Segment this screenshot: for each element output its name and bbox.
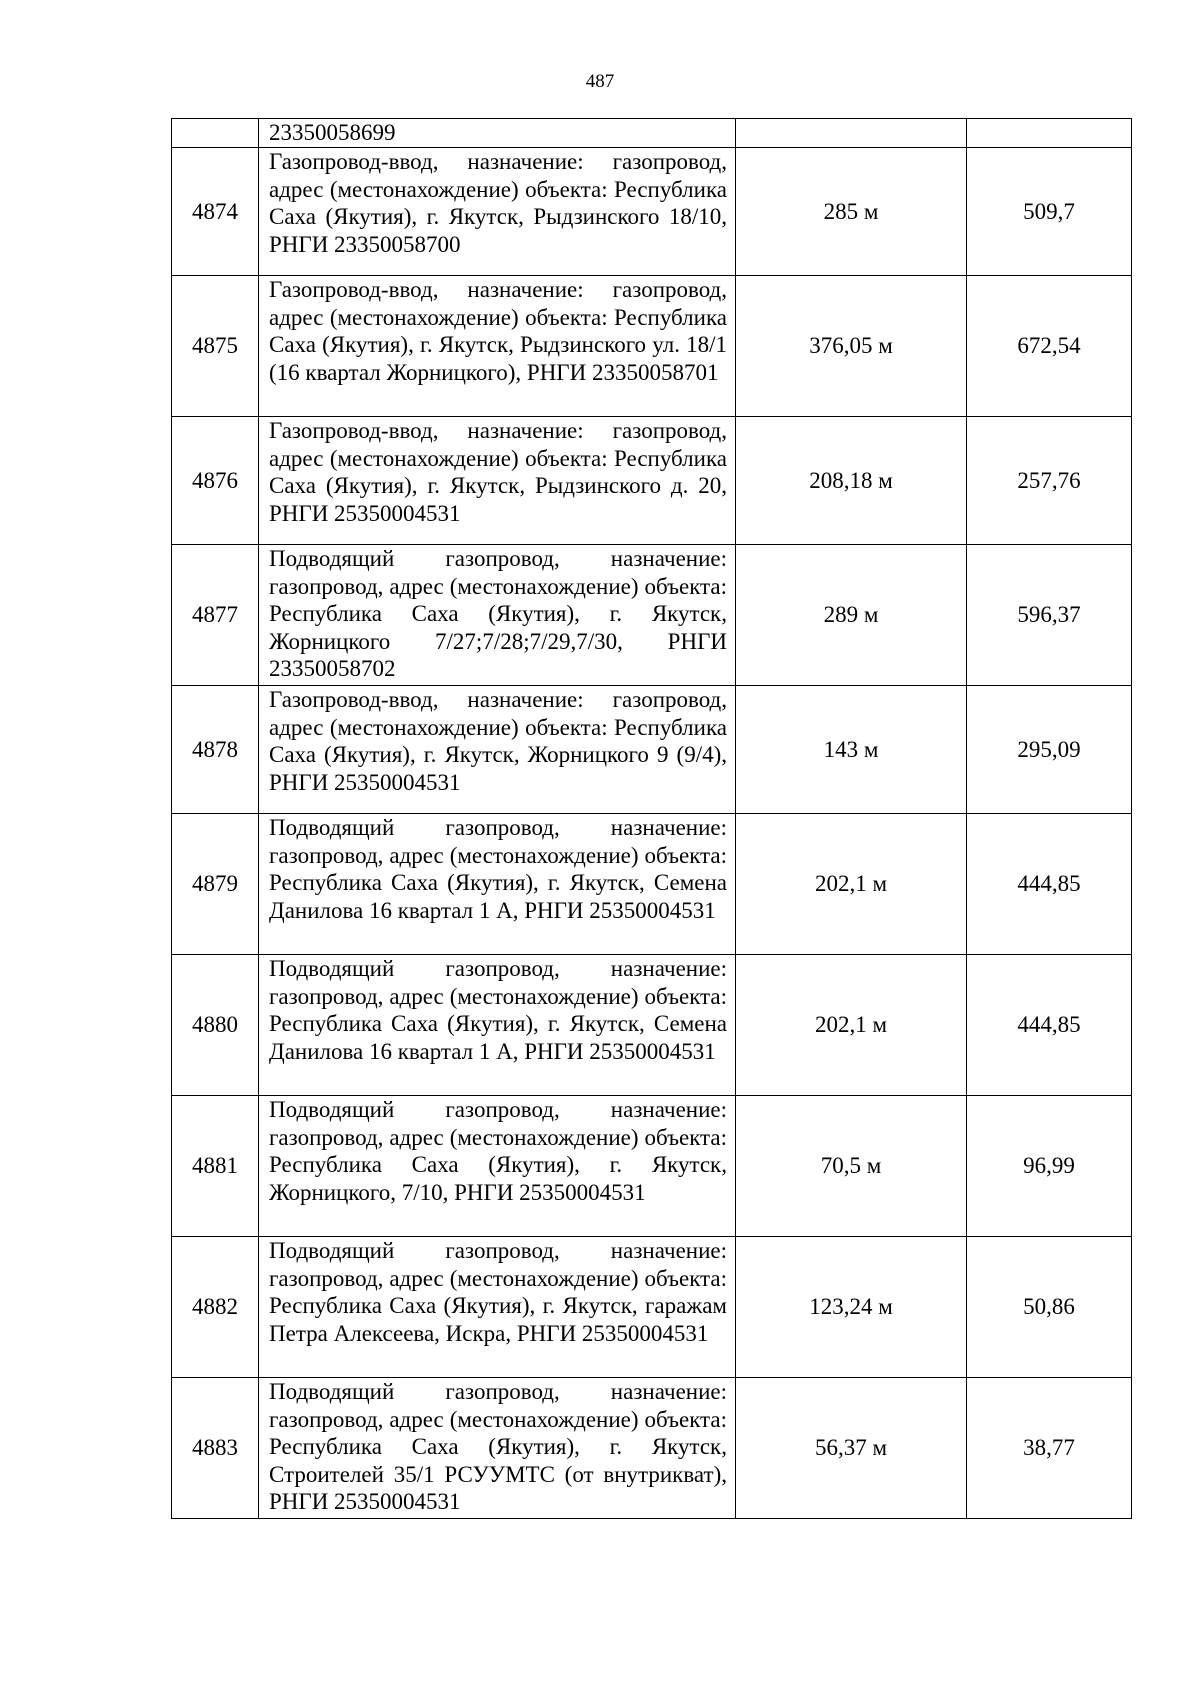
table-row: [172, 1237, 1132, 1378]
row-number: [172, 119, 259, 148]
object-description: Газопровод-ввод, назначение: газопровод, адрес (местонахождение) объекта: Республика Саха (Якутия), г. Якутск, Рыдзинского д. 20, РНГИ 25350004531: [259, 417, 736, 545]
table-row: [172, 1378, 1132, 1519]
object-description: Газопровод-ввод, назначение: газопровод, адрес (местонахождение) объекта: Республика Саха (Якутия), г. Якутск, Жорницкого 9 (9/4), РНГИ 25350004531: [259, 686, 736, 814]
table-row: [172, 1096, 1132, 1237]
object-value: 596,37: [967, 545, 1132, 686]
object-description: Подводящий газопровод, назначение: газопровод, адрес (местонахождение) объекта: Республика Саха (Якутия), г. Якутск, Семена Данилова 16 квартал 1 А, РНГИ 25350004531: [259, 814, 736, 955]
object-length: 202,1 м: [736, 814, 967, 955]
object-value: 509,7: [967, 148, 1132, 276]
object-length: 376,05 м: [736, 276, 967, 417]
object-length: 289 м: [736, 545, 967, 686]
row-number: 4878: [172, 686, 259, 814]
object-length: 202,1 м: [736, 955, 967, 1096]
row-number: 4879: [172, 814, 259, 955]
object-length: 70,5 м: [736, 1096, 967, 1237]
table-row: [172, 955, 1132, 1096]
table-row: [172, 814, 1132, 955]
object-description: Газопровод-ввод, назначение: газопровод, адрес (местонахождение) объекта: Республика Саха (Якутия), г. Якутск, Рыдзинского 18/10, РНГИ 23350058700: [259, 148, 736, 276]
table-row: [172, 417, 1132, 545]
table-row: [172, 686, 1132, 814]
registry-table: [171, 118, 1132, 1519]
row-number: 4883: [172, 1378, 259, 1519]
row-number: 4877: [172, 545, 259, 686]
table-row: [172, 545, 1132, 686]
object-value: 295,09: [967, 686, 1132, 814]
row-number: 4880: [172, 955, 259, 1096]
object-value: 96,99: [967, 1096, 1132, 1237]
object-value: 38,77: [967, 1378, 1132, 1519]
table-row: [172, 148, 1132, 276]
object-description: Подводящий газопровод, назначение: газопровод, адрес (местонахождение) объекта: Республика Саха (Якутия), г. Якутск, Жорницкого, 7/10, РНГИ 25350004531: [259, 1096, 736, 1237]
object-value: 257,76: [967, 417, 1132, 545]
object-value: 672,54: [967, 276, 1132, 417]
object-length: 285 м: [736, 148, 967, 276]
object-description: Подводящий газопровод, назначение: газопровод, адрес (местонахождение) объекта: Республика Саха (Якутия), г. Якутск, Семена Данилова 16 квартал 1 А, РНГИ 25350004531: [259, 955, 736, 1096]
object-length: 56,37 м: [736, 1378, 967, 1519]
row-number: 4881: [172, 1096, 259, 1237]
object-value: 444,85: [967, 814, 1132, 955]
table-row: [172, 119, 1132, 148]
object-value: 50,86: [967, 1237, 1132, 1378]
page-number: 487: [585, 71, 615, 92]
row-number: 4876: [172, 417, 259, 545]
object-length: 123,24 м: [736, 1237, 967, 1378]
object-value: 444,85: [967, 955, 1132, 1096]
table-row: [172, 276, 1132, 417]
row-number: 4875: [172, 276, 259, 417]
row-number: 4874: [172, 148, 259, 276]
object-length: 143 м: [736, 686, 967, 814]
row-number: 4882: [172, 1237, 259, 1378]
object-description: Подводящий газопровод, назначение: газопровод, адрес (местонахождение) объекта: Республика Саха (Якутия), г. Якутск, гаражам Петра Алексеева, Искра, РНГИ 25350004531: [259, 1237, 736, 1378]
object-description: Подводящий газопровод, назначение: газопровод, адрес (местонахождение) объекта: Республика Саха (Якутия), г. Якутск, Жорницкого 7/27;7/28;7/29,7/30, РНГИ 23350058702: [259, 545, 736, 686]
object-description: Газопровод-ввод, назначение: газопровод, адрес (местонахождение) объекта: Республика Саха (Якутия), г. Якутск, Рыдзинского ул. 18/1 (16 квартал Жорницкого), РНГИ 23350058701: [259, 276, 736, 417]
object-value: [967, 119, 1132, 148]
object-description: 23350058699: [259, 119, 736, 148]
object-length: 208,18 м: [736, 417, 967, 545]
object-description: Подводящий газопровод, назначение: газопровод, адрес (местонахождение) объекта: Республика Саха (Якутия), г. Якутск, Строителей 35/1 РСУУМТС (от внутрикват), РНГИ 25350004531: [259, 1378, 736, 1519]
object-length: [736, 119, 967, 148]
